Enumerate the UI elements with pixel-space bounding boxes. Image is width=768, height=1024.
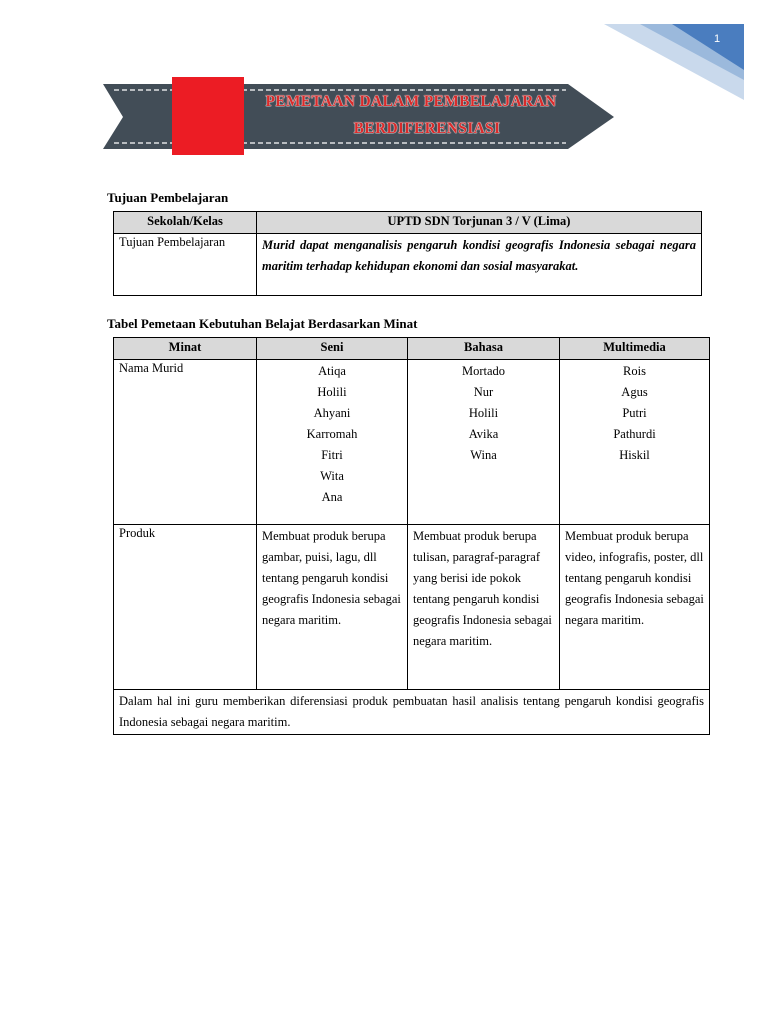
student-name: Karromah [306, 427, 358, 441]
header-school-name: UPTD SDN Torjunan 3 / V (Lima) [257, 212, 702, 234]
header-multimedia: Multimedia [560, 338, 710, 360]
tujuan-text: Murid dapat menganalisis pengaruh kondisi geografis Indonesia sebagai negara maritim terhadap kehidupan ekonomi dan sosial masyarakat. [257, 234, 702, 296]
header-sekolah-kelas: Sekolah/Kelas [114, 212, 257, 234]
student-name: Avika [468, 427, 499, 441]
student-name: Hiskil [619, 448, 650, 462]
student-name: Mortado [461, 364, 506, 378]
row-label-produk: Produk [114, 525, 257, 690]
minat-table [113, 337, 710, 735]
title-banner [0, 0, 768, 170]
row-label-nama-murid: Nama Murid [114, 360, 257, 525]
student-name: Holili [468, 406, 499, 420]
student-name: Wita [320, 469, 344, 483]
student-name: Atiqa [318, 364, 346, 378]
names-seni [257, 360, 408, 525]
banner-title-line-1: PEMETAAN DALAM PEMBELAJARAN [265, 93, 557, 110]
student-name: Nur [473, 385, 494, 399]
page-number: 1 [713, 33, 721, 45]
produk-bahasa: Membuat produk berupa tulisan, paragraf-paragraf yang berisi ide pokok tentang pengaruh kondisi geografis Indonesia sebagai negara maritim. [408, 525, 560, 690]
produk-multimedia: Membuat produk berupa video, infografis, poster, dll tentang pengaruh kondisi geografis Indonesia sebagai negara maritim. [560, 525, 710, 690]
student-name: Holili [317, 385, 347, 399]
names-bahasa [408, 360, 560, 525]
section-heading-minat: Tabel Pemetaan Kebutuhan Belajat Berdasarkan Minat [107, 316, 418, 331]
student-name: Putri [622, 406, 647, 420]
differentiation-note: Dalam hal ini guru memberikan diferensiasi produk pembuatan hasil analisis tentang pengaruh kondisi geografis Indonesia sebagai negara maritim. [114, 690, 710, 735]
student-name: Wina [470, 448, 497, 462]
tujuan-table [113, 211, 702, 296]
header-bahasa: Bahasa [408, 338, 560, 360]
student-name: Agus [621, 385, 648, 399]
row-label-tujuan: Tujuan Pembelajaran [114, 234, 257, 296]
student-name: Fitri [321, 448, 343, 462]
student-name: Rois [623, 364, 646, 378]
header-seni: Seni [257, 338, 408, 360]
produk-seni: Membuat produk berupa gambar, puisi, lagu, dll tentang pengaruh kondisi geografis Indonesia sebagai negara maritim. [257, 525, 408, 690]
header-minat: Minat [114, 338, 257, 360]
student-name: Pathurdi [613, 427, 656, 441]
section-heading-tujuan: Tujuan Pembelajaran [107, 190, 229, 205]
names-multimedia [560, 360, 710, 525]
banner-title-line-2: BERDIFERENSIASI [353, 120, 501, 137]
student-name: Ana [321, 490, 343, 504]
student-name: Ahyani [313, 406, 351, 420]
